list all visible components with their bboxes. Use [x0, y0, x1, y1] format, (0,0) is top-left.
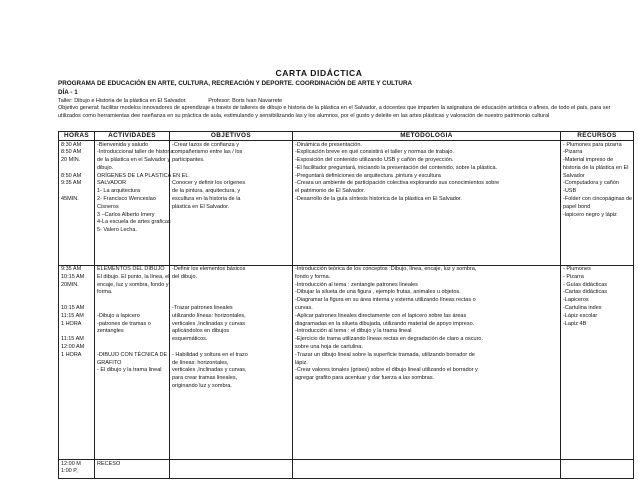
header-metodologia: METODOLOGIA	[293, 132, 561, 141]
resource-line: -Cartas didácticas	[563, 289, 608, 296]
objective-line: -Definir los elementos básicos	[172, 266, 246, 272]
objective-line: -Trazar patrones lineales	[172, 304, 233, 311]
resources-cell	[561, 460, 634, 479]
resource-line: -Lapiceros	[563, 297, 589, 304]
objectives-cell	[170, 460, 293, 479]
activity-line: 5- Valero Lecha.	[97, 227, 137, 234]
activity-line: ELEMENTOS DEL DIBUJO	[97, 266, 165, 272]
hours-line: 9:35 AM	[61, 180, 82, 187]
objective-line: aplicándolos en dibujos	[172, 328, 230, 335]
teacher-name: Profesor: Boris Ivan Navarrete	[208, 98, 283, 104]
activity-line: de la plástica en el Salvador y	[97, 157, 171, 164]
activity-line: GRAFITO	[97, 359, 122, 366]
resource-line: -USB	[563, 188, 577, 195]
methodology-line: sobre una hoja de cartulina.	[295, 343, 363, 350]
resource-line: -Material impreso de	[563, 157, 614, 164]
hours-line: 11:15 AM	[61, 336, 84, 343]
activities-cell	[95, 265, 170, 460]
methodology-line: -Introducción teórica de los conceptos :Dibujo, línea, encaje, luz y sombra,	[295, 266, 477, 272]
objective-line: plástica en El Salvador.	[172, 203, 230, 210]
methodology-line: -Aplicar patrones lineales directamente con el lapicero sobre las áreas	[295, 312, 467, 319]
objectives-cell	[170, 265, 293, 460]
header-recursos: RECURSOS	[561, 132, 634, 141]
objective-line: compañerismo entre las / los	[172, 149, 243, 156]
lesson-plan-table	[58, 131, 634, 479]
resource-line: -Cartulina index	[563, 304, 602, 311]
hours-line: 1 HORA	[61, 320, 82, 327]
methodology-line: -Preguntará definiciones de arquitectura ,pintura y escultura	[295, 172, 441, 179]
resource-line: - Guías didácticas	[563, 281, 608, 288]
activity-line: dibujo.	[97, 164, 114, 171]
methodology-line: -Crear valores tonales (grises) sobre el dibujo lineal utilizando el borrador y	[295, 367, 478, 374]
methodology-line: diagramadas en la silueta dibujada, utilizando material de apoyo impreso.	[295, 320, 475, 327]
activity-line: Cisneros	[97, 203, 119, 210]
hours-line: 1 HORA	[61, 351, 82, 358]
hours-cell	[59, 265, 95, 460]
objective-line: de líneas: horizontales,	[172, 359, 229, 366]
hours-line: 10:15 AM	[61, 273, 85, 280]
activity-line: 1- La arquitectura	[97, 188, 141, 195]
objective-line: escultura en la historia de la	[172, 196, 241, 203]
methodology-cell	[293, 460, 561, 479]
resource-line: -Lápiz escolar	[563, 312, 598, 319]
methodology-cell	[293, 141, 561, 266]
table-row	[59, 265, 634, 460]
activity-line: -patrones de tramas o	[97, 320, 151, 327]
table-row	[59, 460, 634, 479]
methodology-line: agregar grafito para acentuar y dar fuerza a las sombras.	[295, 375, 435, 382]
hours-line: 1:00 P,	[61, 468, 78, 475]
activity-line: -DIBUJO CON TÉCNICA DE	[97, 351, 168, 358]
hours-line: 12:00 M	[61, 460, 81, 467]
resources-cell	[561, 265, 634, 460]
resource-line: -Computadora y cañón	[563, 180, 619, 187]
activity-line: ORÍGENES DE LA PLASTICA EN EL	[97, 172, 189, 179]
header-actividades: ACTIVIDADES	[95, 132, 170, 141]
activity-line: - El dibujo y la trama lineal	[97, 367, 162, 374]
objective-line: - Habilidad y soltura en el trazo	[172, 351, 248, 358]
objective-line: Conocer y definir los orígenes	[172, 180, 246, 187]
methodology-line: -Explicación breve en qué consistirá el taller y normas de trabajo.	[295, 149, 454, 156]
objective-line: verticales ,Inclinadas y curvas,	[172, 367, 247, 374]
activity-line: -Dibujo a lapicero	[97, 312, 140, 319]
methodology-line: -Dinámica de presentación.	[295, 141, 362, 148]
methodology-line: -Desarrollo de la guía síntesis historica de la plástica en El Salvador.	[295, 196, 462, 203]
resource-line: -Pizarra	[563, 149, 583, 156]
workshop-line	[58, 98, 282, 105]
methodology-line: -Exposición del contenido utilizando USB y cañón de proyección.	[295, 157, 454, 164]
hours-line: 8:50 AM	[61, 149, 82, 156]
hours-line: 10:15 AM	[61, 304, 85, 311]
resource-line: -Lapiz 4B	[563, 320, 587, 327]
resource-line: historia de la plástica en El	[563, 164, 629, 171]
objective-line: utilizando líneas: horizontales,	[172, 312, 246, 319]
methodology-line: -El facilitador preguntará, iniciando la presentación del contenido, sobre la plástica.	[295, 164, 498, 171]
objective-line: para crear tramas lineales,	[172, 375, 238, 382]
resource-line: -Folder con cincopáginas de	[563, 196, 633, 203]
header-horas: HORAS	[59, 132, 95, 141]
activity-line: RECESO	[97, 460, 121, 467]
methodology-line: -Introducción al tema : zentangle patrones lineales	[295, 281, 418, 288]
objective-line: originando luz y sombra.	[172, 382, 232, 389]
activity-line: -Introduccional taller de historia	[97, 149, 174, 156]
activity-line: zentangles	[97, 328, 124, 335]
resource-line: - Plumones para pizarra	[563, 141, 622, 148]
activity-line: 4-La escuela de artes graficas	[97, 219, 171, 226]
objective-line: -Crear lazos de confianza y	[172, 141, 239, 148]
day-label: DÍA - 1	[58, 89, 78, 96]
hours-line: 20 MIN.	[61, 157, 81, 164]
hours-cell	[59, 141, 95, 266]
activity-line: encaje, luz y sombra, fondo y	[97, 281, 169, 288]
hours-cell	[59, 460, 95, 479]
methodology-line: -Creara un ambiente de participación colectiva explorando sus conocimientos sobre	[295, 180, 500, 187]
methodology-line: -Diagramar la figura en su área interna y externa utilizando líneas rectas o	[295, 297, 476, 304]
methodology-line: -Dibujar la silueta de una figura , ejemplo frutas, animales u objetos.	[295, 289, 461, 296]
hours-line: 12:00 AM	[61, 343, 85, 350]
document-title: CARTA DIDÁCTICA	[275, 68, 363, 78]
objectives-cell	[170, 141, 293, 266]
hours-line: 11:15 AM	[61, 312, 84, 319]
resource-line: papel bond	[563, 203, 591, 210]
objective-line: del dibujo.	[172, 273, 198, 280]
activity-line: El dibujo. El punto, la línea, el	[97, 273, 170, 280]
table-header-row	[59, 132, 634, 141]
hours-line: 8:30 AM	[61, 141, 82, 148]
hours-line: 9:35 AM	[61, 266, 82, 272]
activity-line: forma.	[97, 289, 113, 296]
activity-line: -Bienvenida y saludo	[97, 141, 149, 148]
activity-line: 3 –Carlos Alberto Imery	[97, 211, 155, 218]
table-row	[59, 141, 634, 266]
objective-line: esquemáticos.	[172, 336, 208, 343]
methodology-line: curvas.	[295, 304, 313, 311]
resource-line: - Plumones	[563, 266, 591, 272]
resource-line: -lapicero negro y lápiz	[563, 211, 617, 218]
objective-line: de la pintura, arquitectura, y	[172, 188, 241, 195]
activity-line: 2- Francisco Wenceslao	[97, 196, 156, 203]
workshop-name: Taller: Dibujo e Historia de la plástica en El Salvador.	[58, 98, 187, 104]
header-objetivos: OBJETIVOS	[170, 132, 293, 141]
activities-cell	[95, 460, 170, 479]
resource-line: - Pizarra	[563, 273, 584, 280]
program-heading: PROGRAMA DE EDUCACIÓN EN ARTE, CULTURA, RECREACIÓN Y DEPORTE. COORDINACIÓN DE ARTE Y CULTURA	[58, 80, 413, 87]
methodology-line: el patrimonio de El Salvador.	[295, 188, 366, 195]
methodology-cell	[293, 265, 561, 460]
objective-line: verticales ,Inclinadas y curvas	[172, 320, 246, 327]
hours-line: 45MIN.	[61, 196, 79, 203]
hours-line: 20MIN.	[61, 281, 79, 288]
resources-cell	[561, 141, 634, 266]
activity-line: SALVADOR	[97, 180, 127, 187]
general-objective: Objetivo general: facilitar modelos innovadores de aprendizaje a través de talleres de dibujo e historia de la plástica en el Salvador, a docentes que imparten la asignatura de educación artística o afines, de todo el país, para ser utilizados como herramientas dee nseñanza en su práctica de aula, estimulando y sensibilizando las y los alumnos, por el gusto y deleite en las artes plásticas y valoración de nuestro patrimonio cultural	[58, 105, 611, 119]
methodology-line: -Trazar un dibujo lineal sobre la superficie tramada, utilizando borrador de	[295, 351, 475, 358]
objective-line: participantes.	[172, 157, 205, 164]
methodology-line: lápiz.	[295, 359, 308, 366]
methodology-line: -Ejercicio de trama utilizando líneas rectas en degradación de claro a oscuro.	[295, 336, 484, 343]
hours-line: 8:50 AM	[61, 172, 82, 179]
methodology-line: -Introducción al tema : el dibujo y la trama lineal	[295, 328, 412, 335]
methodology-line: fondo y forma.	[295, 273, 331, 280]
resource-line: Salvador	[563, 172, 585, 179]
